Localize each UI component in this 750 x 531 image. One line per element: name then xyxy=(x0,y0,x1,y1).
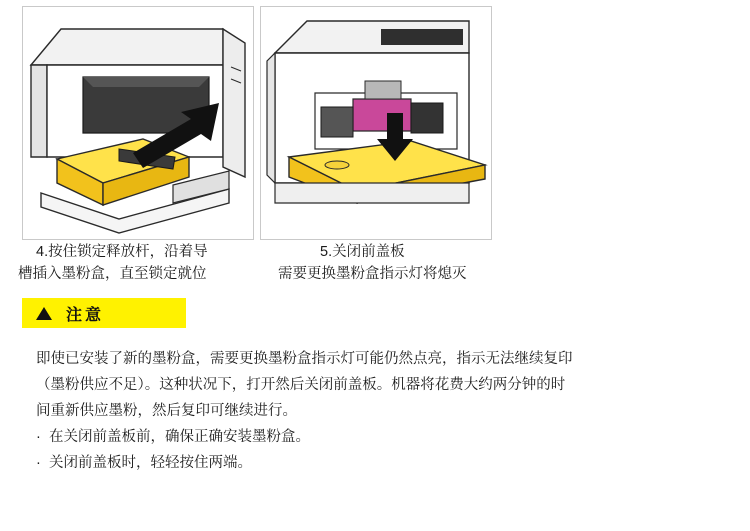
paragraph-line-1: 即使已安装了新的墨粉盒，需要更换墨粉盒指示灯可能仍然点亮，指示无法继续复印 xyxy=(36,351,573,367)
illustration-panels xyxy=(22,6,492,238)
caution-label: 注意 xyxy=(66,306,105,324)
bullet-text: 关闭前盖板时，轻轻按住两端。 xyxy=(49,455,252,471)
toner-cartridge-insertion-illustration xyxy=(23,7,254,239)
caption-step-4-line-2: 槽插入墨粉盒，直至锁定就位 xyxy=(18,266,207,282)
panel-step-4 xyxy=(22,6,254,240)
caption-step-4-line-1: 4.按住锁定释放杆，沿着导 xyxy=(36,244,208,260)
caption-step-5-line-2: 需要更换墨粉盒指示灯将熄灭 xyxy=(278,266,467,282)
bullet-marker: · xyxy=(36,455,41,471)
bullet-item xyxy=(36,450,726,476)
warning-triangle-icon xyxy=(36,307,52,320)
panel-step-5 xyxy=(260,6,492,240)
caption-step-5-line-1: 5.关闭前盖板 xyxy=(320,244,405,260)
bullet-text: 在关闭前盖板前，确保正确安装墨粉盒。 xyxy=(49,429,310,445)
caption-row xyxy=(0,240,750,282)
caution-banner xyxy=(22,298,186,328)
step-captions xyxy=(0,240,750,282)
paragraph-line-3: 间重新供应墨粉，然后复印可继续进行。 xyxy=(36,403,297,419)
front-cover-closing-illustration xyxy=(261,7,492,239)
caution-body xyxy=(36,346,726,476)
paragraph-line-2: （墨粉供应不足）。这种状况下，打开然后关闭前盖板。机器将花费大约两分钟的时 xyxy=(36,377,566,393)
bullet-item xyxy=(36,424,726,450)
bullet-marker: · xyxy=(36,429,41,445)
